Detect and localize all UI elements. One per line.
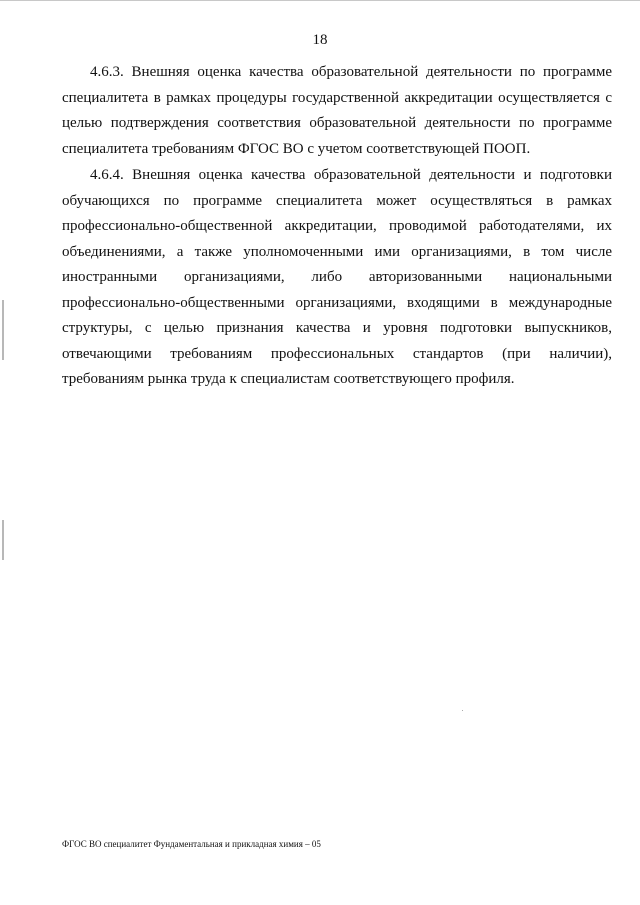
page-number: 18 (312, 32, 328, 48)
document-footer: ФГОС ВО специалитет Фундаментальная и прикладная химия – 05 (62, 839, 321, 849)
paragraph-4-6-3: 4.6.3. Внешняя оценка качества образовательной деятельности по программе специалитета в рамках процедуры государственной аккредитации осуществляется с целью подтверждения соответствия образовательной деятельности по программе специалитета требованиям ФГОС ВО с учетом соответствующей ПООП. (62, 64, 612, 157)
scan-left-edge-mark (2, 300, 4, 360)
scan-left-edge-mark (2, 520, 4, 560)
paragraph-4-6-4: 4.6.4. Внешняя оценка качества образовательной деятельности и подготовки обучающихся по программе специалитета может осуществляться в рамках профессионально-общественной аккредитации, проводимой работодателями, их объединениями, а также уполномоченными ими организациями, в том числе иностранными организациями, либо авторизованными национальными профессионально-общественными организациями, входящими в международные структуры, с целью признания качества и уровня подготовки выпускников, отвечающими требованиям профессиональных стандартов (при наличии), требованиям рынка труда к специалистам соответствующего профиля. (62, 167, 612, 387)
scan-top-edge (0, 0, 640, 4)
scan-speck (462, 710, 463, 711)
